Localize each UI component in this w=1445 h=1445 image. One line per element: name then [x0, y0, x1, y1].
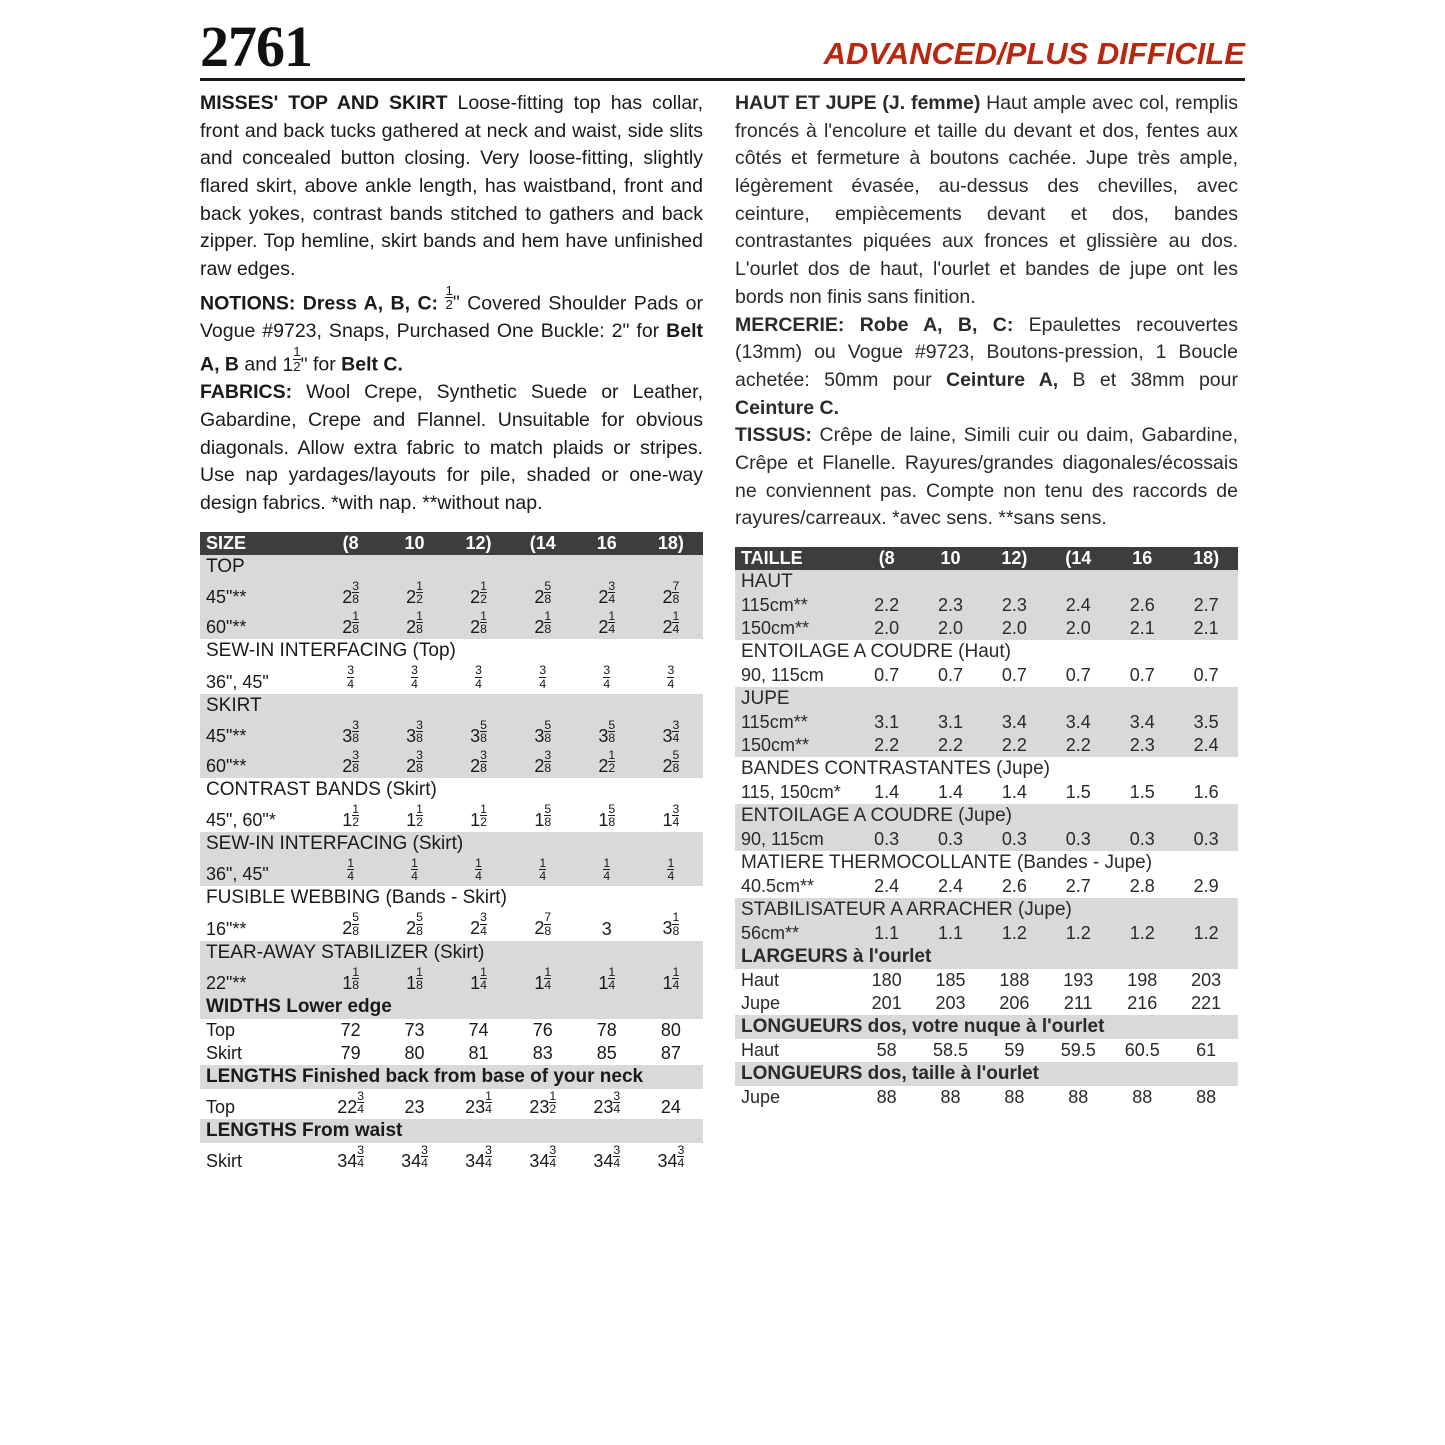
table-cell: 3.1: [919, 711, 983, 734]
table-cell: 1.2: [1174, 922, 1238, 945]
table-cell: $\frac{1}{4}$: [511, 856, 575, 886]
table-cell: 0.3: [1174, 828, 1238, 851]
table-cell: 74: [468, 1019, 489, 1040]
table-cell: 3.1: [855, 711, 919, 734]
table-section-label: HAUT: [735, 570, 1238, 594]
table-header-cell: 16: [1110, 547, 1174, 570]
table-cell: 2 $\frac{5}{8}$: [639, 748, 703, 778]
table-cell: 1.5: [1129, 782, 1155, 802]
table-cell: 1 $\frac{5}{8}$: [534, 802, 552, 831]
lengths-back-title-row: [735, 1015, 1238, 1039]
table-cell: 83: [532, 1042, 553, 1063]
table-cell: $\frac{3}{4}$: [539, 663, 547, 691]
french-fabrics-body: Crêpe de laine, Simili cuir ou daim, Gabardine, Crêpe et Flanelle. Rayures/grandes diagonales/écossais ne conviennent pas. Compte non tenu des raccords de rayures/carreaux. *avec sens. **sans sens.: [735, 424, 1238, 530]
table-cell: 34 $\frac{3}{4}$: [657, 1143, 685, 1172]
table-cell: 2.1: [1110, 617, 1174, 640]
table-cell: 2 $\frac{5}{8}$: [511, 579, 575, 609]
table-cell: 59.5: [1060, 1040, 1096, 1060]
table-cell: 0.7: [938, 665, 964, 685]
table-cell: 198: [1127, 970, 1158, 990]
french-fabrics-label: TISSUS:: [735, 424, 812, 447]
table-row: [200, 718, 703, 748]
table-row: [200, 856, 703, 886]
table-cell: 61: [1196, 1040, 1217, 1060]
widths-title-row: [735, 945, 1238, 969]
table-row-label: Haut: [741, 970, 780, 990]
table-section-row: [735, 570, 1238, 594]
table-row-label: Jupe: [741, 1087, 781, 1107]
table-cell: 34 $\frac{3}{4}$: [401, 1143, 428, 1172]
table-cell: 3 $\frac{5}{8}$: [446, 718, 510, 748]
table-row-label: 36", 45": [200, 856, 319, 886]
table-cell: $\frac{3}{4}$: [667, 663, 675, 691]
table-row: [200, 802, 703, 832]
table-cell: 1.1: [855, 922, 919, 945]
table-cell: 2.4: [1046, 594, 1110, 617]
table-header-cell: TAILLE: [735, 547, 855, 570]
table-row-label: 45"**: [200, 579, 319, 609]
table-cell: 3: [601, 918, 612, 939]
table-cell: 1.6: [1193, 782, 1219, 802]
difficulty-label: ADVANCED/PLUS DIFFICILE: [823, 36, 1245, 71]
table-row-label: 22"**: [200, 965, 319, 995]
table-cell: 3.4: [1110, 711, 1174, 734]
table-cell: 1.4: [938, 782, 964, 802]
table-cell: 0.7: [1001, 665, 1027, 685]
table-cell: 23 $\frac{1}{2}$: [529, 1088, 557, 1118]
table-cell: 0.7: [1193, 665, 1219, 685]
table-row: [200, 1143, 703, 1173]
table-row: [200, 1089, 703, 1119]
table-row-label: Haut: [741, 1040, 780, 1060]
table-header-cell: 18): [1174, 547, 1238, 570]
table-cell: 88: [1196, 1087, 1217, 1107]
table-cell: 2 $\frac{3}{4}$: [470, 910, 487, 939]
table-cell: 76: [532, 1019, 553, 1040]
table-cell: 1.4: [874, 782, 900, 802]
table-cell: 1 $\frac{1}{4}$: [511, 965, 575, 995]
french-notions-body: Epaulettes recouvertes (13mm) ou Vogue #9723, Boutons-pression, 1 Boucle achetée: 50mm pour: [735, 313, 1238, 391]
table-cell: 1 $\frac{1}{4}$: [575, 965, 639, 995]
table-cell: 58: [876, 1040, 897, 1060]
table-cell: 2.0: [919, 617, 983, 640]
table-cell: 0.7: [1129, 665, 1155, 685]
table-cell: 1 $\frac{1}{8}$: [383, 965, 447, 995]
table-cell: 2 $\frac{3}{8}$: [319, 579, 383, 609]
table-cell: 2.2: [919, 734, 983, 757]
table-row: [735, 992, 1238, 1015]
table-cell: 1.2: [1110, 922, 1174, 945]
english-notions-label: NOTIONS: Dress A, B, C:: [200, 292, 439, 315]
table-cell: 2 $\frac{1}{8}$: [446, 609, 510, 639]
table-row-label: 60"**: [200, 609, 319, 639]
table-cell: 1.4: [1001, 782, 1027, 802]
table-cell: 2 $\frac{3}{8}$: [446, 748, 510, 778]
table-row-label: 150cm**: [735, 734, 855, 757]
table-row: [200, 748, 703, 778]
table-cell: 85: [596, 1042, 617, 1063]
table-cell: 80: [660, 1019, 681, 1040]
table-cell: 23: [404, 1097, 425, 1118]
english-description-title: MISSES' TOP AND SKIRT: [200, 92, 448, 114]
table-row: [735, 664, 1238, 687]
table-cell: 1 $\frac{1}{2}$: [470, 802, 487, 831]
table-row-label: 36", 45": [206, 671, 269, 692]
english-notions-body: Covered Shoulder Pads or Vogue #9723, Snaps, Purchased One Buckle: 2" for: [200, 292, 704, 342]
table-cell: 2.7: [1174, 594, 1238, 617]
table-section-row: [735, 804, 1238, 828]
lengths-waist-title-row: [200, 1119, 703, 1143]
table-row: [200, 609, 703, 639]
english-belt-ab: Belt A, B: [200, 319, 703, 376]
table-cell: 2.6: [1110, 594, 1174, 617]
lengths-waist-title: LONGUEURS dos, taille à l'ourlet: [735, 1062, 1238, 1086]
table-section-row: [200, 832, 703, 856]
table-cell: 201: [871, 993, 902, 1013]
table-cell: 2.2: [855, 594, 919, 617]
table-cell: 23 $\frac{3}{4}$: [593, 1088, 621, 1118]
table-cell: 3 $\frac{5}{8}$: [575, 718, 639, 748]
table-row-label: Top: [206, 1019, 236, 1040]
lengths-back-title-row: [200, 1065, 703, 1089]
table-cell: 2.6: [1001, 876, 1027, 896]
table-cell: $\frac{1}{4}$: [575, 856, 639, 886]
table-cell: 78: [596, 1019, 617, 1040]
english-belt-c: Belt C.: [341, 353, 403, 376]
table-cell: 221: [1191, 993, 1222, 1013]
content-columns: [200, 81, 1245, 1173]
table-cell: 3.5: [1174, 711, 1238, 734]
english-notions-and: and: [239, 353, 283, 376]
table-cell: 34 $\frac{3}{4}$: [593, 1143, 621, 1172]
table-cell: 2.0: [1046, 617, 1110, 640]
table-cell: 203: [1191, 970, 1222, 990]
table-section-label: SEW-IN INTERFACING (Skirt): [200, 832, 703, 856]
table-cell: 2.0: [855, 617, 919, 640]
table-row-label: 16"**: [206, 918, 247, 939]
table-cell: 185: [935, 970, 966, 990]
table-cell: 3 $\frac{3}{8}$: [383, 718, 447, 748]
table-section-label: SKIRT: [200, 694, 703, 718]
table-row: [735, 781, 1238, 804]
table-row-label: 56cm**: [735, 922, 855, 945]
table-section-row: [200, 639, 703, 663]
table-cell: 2 $\frac{1}{2}$: [575, 748, 639, 778]
table-cell: 2.7: [1065, 876, 1091, 896]
table-section-row: [735, 898, 1238, 922]
table-cell: 2.4: [938, 876, 964, 896]
table-cell: 1.2: [983, 922, 1047, 945]
french-notions-body-2: B et 38mm pour: [1072, 368, 1238, 391]
table-cell: 3 $\frac{3}{4}$: [639, 718, 703, 748]
table-cell: 2.2: [1046, 734, 1110, 757]
table-cell: 1 $\frac{3}{4}$: [662, 802, 680, 831]
table-row-label: 90, 115cm: [735, 828, 855, 851]
french-ceinture-c: Ceinture C.: [735, 396, 840, 419]
table-cell: 88: [876, 1087, 897, 1107]
table-cell: 1 $\frac{1}{4}$: [639, 965, 703, 995]
table-cell: 2 $\frac{3}{8}$: [383, 748, 447, 778]
table-section-label: MATIERE THERMOCOLLANTE (Bandes - Jupe): [741, 852, 1153, 873]
table-row-label: Skirt: [206, 1042, 242, 1063]
table-cell: 2 $\frac{1}{4}$: [575, 609, 639, 639]
table-section-row: [200, 886, 703, 910]
table-cell: $\frac{3}{4}$: [411, 663, 418, 691]
table-section-label: TEAR-AWAY STABILIZER (Skirt): [200, 941, 703, 965]
table-cell: 2 $\frac{3}{8}$: [511, 748, 575, 778]
table-cell: 22 $\frac{3}{4}$: [337, 1088, 365, 1118]
table-cell: 23 $\frac{1}{4}$: [465, 1088, 492, 1118]
lengths-waist-title: LENGTHS From waist: [200, 1119, 703, 1143]
table-row: [735, 734, 1238, 757]
table-header-cell: SIZE: [200, 532, 319, 555]
table-header-cell: 10: [383, 532, 447, 555]
pattern-number: 2761: [200, 14, 312, 79]
table-header-cell: 12): [983, 547, 1047, 570]
table-cell: 1 $\frac{1}{8}$: [319, 965, 383, 995]
table-cell: 60.5: [1124, 1040, 1160, 1060]
english-fabrics-body: Wool Crepe, Synthetic Suede or Leather, Gabardine, Crepe and Flannel. Unsuitable for obvious diagonals. Allow extra fabric to match plaids or stripes. Use nap yardages/layouts for pile, shaded or one-way design fabrics. *with nap. **without nap.: [200, 381, 703, 515]
lengths-back-title: LONGUEURS dos, votre nuque à l'ourlet: [735, 1015, 1238, 1039]
table-cell: 2 $\frac{1}{8}$: [511, 609, 575, 639]
table-cell: 72: [340, 1019, 361, 1040]
table-section-row: [200, 778, 703, 802]
table-row: [735, 617, 1238, 640]
table-cell: 87: [660, 1042, 681, 1063]
table-header-cell: (14: [511, 532, 575, 555]
table-header-cell: 10: [919, 547, 983, 570]
table-cell: 34 $\frac{3}{4}$: [465, 1143, 492, 1172]
table-cell: 59: [1004, 1040, 1025, 1060]
table-cell: 0.3: [855, 828, 919, 851]
table-section-label: ENTOILAGE A COUDRE (Jupe): [735, 804, 1238, 828]
table-cell: 2 $\frac{7}{8}$: [639, 579, 703, 609]
table-row: [735, 922, 1238, 945]
table-cell: 180: [871, 970, 902, 990]
widths-title: LARGEURS à l'ourlet: [735, 945, 1238, 969]
table-cell: 1.2: [1046, 922, 1110, 945]
table-cell: 1.1: [919, 922, 983, 945]
yardage-table-french-grid: [735, 547, 1238, 1109]
table-cell: 3 $\frac{3}{8}$: [319, 718, 383, 748]
lengths-back-title: LENGTHS Finished back from base of your neck: [200, 1065, 703, 1089]
table-section-label: FUSIBLE WEBBING (Bands - Skirt): [206, 887, 507, 909]
table-cell: 188: [999, 970, 1030, 990]
table-cell: 2.4: [1174, 734, 1238, 757]
table-cell: 1 $\frac{1}{4}$: [446, 965, 510, 995]
table-row: [735, 711, 1238, 734]
table-cell: 0.3: [983, 828, 1047, 851]
table-cell: 2 $\frac{3}{8}$: [319, 748, 383, 778]
table-section-label: JUPE: [735, 687, 1238, 711]
table-section-label: BANDES CONTRASTANTES (Jupe): [741, 758, 1050, 779]
header: [200, 14, 1245, 81]
table-row: [200, 579, 703, 609]
table-cell: 2.4: [874, 876, 900, 896]
table-row-label: Top: [206, 1097, 236, 1118]
english-description: MISSES' TOP AND SKIRT Loose-fitting top has collar, front and back tucks gathered at neck and waist, side slits and concealed button closing. Very loose-fitting, slightly flared skirt, above ankle length, has waistband, front and back yokes, contrast bands stitched to gathers and back zipper. Top hemline, skirt bands and hem have unfinished raw edges. NOTIONS: Dress A, B, C: $\frac{1}{2}$ " Covered Shoulder Pads or Vogue #9723, Snaps, Purchased One Buckle: 2" for Belt A, B and 1 $\frac{1}{2}$ " for Belt C. FABRICS: Wool Crepe, Synthetic Suede or Leather, Gabardine, Crepe and Flannel. Unsuitable for obvious diagonals. Allow extra fabric to match plaids or stripes. Use nap yardages/layouts for pile, shaded or one-way design fabrics. *with nap. **without nap.: [200, 92, 704, 515]
table-cell: 34 $\frac{3}{4}$: [529, 1143, 557, 1172]
english-fabrics-label: FABRICS:: [200, 381, 293, 404]
table-cell: 2 $\frac{1}{8}$: [319, 609, 383, 639]
table-row-label: Skirt: [206, 1151, 242, 1172]
table-cell: 88: [940, 1087, 961, 1107]
table-cell: 2 $\frac{5}{8}$: [342, 910, 360, 939]
table-cell: 2 $\frac{7}{8}$: [534, 910, 552, 939]
table-cell: $\frac{3}{4}$: [475, 663, 482, 691]
table-cell: 2.2: [855, 734, 919, 757]
table-section-row: [200, 555, 703, 579]
table-cell: 1 $\frac{1}{2}$: [342, 802, 360, 831]
table-header-row: [735, 547, 1238, 570]
table-cell: $\frac{3}{4}$: [603, 663, 611, 691]
french-description: [735, 90, 1238, 533]
french-notions-label: MERCERIE: Robe A, B, C:: [735, 313, 1014, 336]
column-french: [719, 81, 1238, 1173]
table-cell: 24: [660, 1097, 681, 1118]
table-section-row: [735, 757, 1238, 781]
table-cell: 88: [1132, 1087, 1153, 1107]
table-row: [200, 965, 703, 995]
table-header-cell: 16: [575, 532, 639, 555]
table-cell: 206: [999, 993, 1030, 1013]
table-cell: 2.2: [983, 734, 1047, 757]
table-row: [200, 1042, 703, 1065]
table-cell: 1.5: [1065, 782, 1091, 802]
table-cell: 58.5: [933, 1040, 969, 1060]
yardage-table-english-grid: [200, 532, 703, 1174]
table-cell: 0.7: [1065, 665, 1091, 685]
table-cell: 2.3: [1110, 734, 1174, 757]
table-row-label: 90, 115cm: [741, 665, 824, 685]
table-row-label: Jupe: [741, 993, 781, 1013]
table-section-label: TOP: [200, 555, 703, 579]
table-section-label: STABILISATEUR A ARRACHER (Jupe): [735, 898, 1238, 922]
table-row: [735, 969, 1238, 992]
table-cell: 2.9: [1193, 876, 1219, 896]
table-row: [735, 1039, 1238, 1062]
table-cell: 1 $\frac{5}{8}$: [598, 802, 616, 831]
table-row-label: 115cm**: [735, 594, 855, 617]
table-row-label: 40.5cm**: [741, 876, 815, 896]
widths-title-row: [200, 995, 703, 1019]
table-cell: 211: [1063, 993, 1093, 1013]
yardage-table-french: [735, 547, 1238, 1109]
table-cell: $\frac{3}{4}$: [347, 663, 355, 691]
table-row-label: 45"**: [200, 718, 319, 748]
table-cell: 2 $\frac{1}{2}$: [383, 579, 447, 609]
table-section-row: [200, 941, 703, 965]
table-cell: 2 $\frac{3}{4}$: [575, 579, 639, 609]
table-section-label: CONTRAST BANDS (Skirt): [206, 779, 437, 801]
table-row-label: 60"**: [200, 748, 319, 778]
french-ceinture-a: Ceinture A,: [946, 368, 1059, 391]
table-row-label: 150cm**: [735, 617, 855, 640]
table-cell: 2 $\frac{1}{2}$: [446, 579, 510, 609]
table-row: [735, 1086, 1238, 1109]
table-section-label: ENTOILAGE A COUDRE (Haut): [741, 641, 1011, 662]
table-header-cell: (8: [319, 532, 383, 555]
table-row-label: 45", 60"*: [206, 810, 276, 831]
table-cell: $\frac{1}{4}$: [639, 856, 703, 886]
table-row: [200, 910, 703, 940]
table-cell: 2.8: [1129, 876, 1155, 896]
table-cell: 216: [1127, 993, 1158, 1013]
table-cell: 88: [1004, 1087, 1025, 1107]
table-cell: 3.4: [1046, 711, 1110, 734]
table-header-cell: (8: [855, 547, 919, 570]
table-row: [200, 663, 703, 693]
table-section-row: [200, 694, 703, 718]
table-cell: 2.0: [983, 617, 1047, 640]
table-cell: 81: [468, 1042, 489, 1063]
table-cell: 0.3: [1110, 828, 1174, 851]
english-notions-for: for: [307, 353, 342, 376]
table-cell: 2.1: [1174, 617, 1238, 640]
table-cell: 3 $\frac{5}{8}$: [511, 718, 575, 748]
table-cell: 2 $\frac{1}{4}$: [639, 609, 703, 639]
yardage-table-english: [200, 532, 703, 1174]
table-row: [735, 875, 1238, 898]
lengths-waist-title-row: [735, 1062, 1238, 1086]
french-description-title: HAUT ET JUPE (J. femme): [735, 92, 981, 114]
table-header-cell: 18): [639, 532, 703, 555]
table-cell: 2 $\frac{1}{8}$: [383, 609, 447, 639]
french-description-body: Haut ample avec col, remplis froncés à l'encolure et taille du devant et dos, fentes aux côtés et fermeture à boutons cachée. Jupe très ample, légèrement évasée, au-dessus des chevilles, avec ceinture, empiècements devant et dos, bandes contrastantes piquées aux fronces et glissière au dos. L'ourlet dos de haut, l'ourlet et bandes de jupe ont les bords non finis sans finition.: [735, 92, 1238, 308]
table-cell: 34 $\frac{3}{4}$: [337, 1143, 365, 1172]
table-row-label: 115cm**: [735, 711, 855, 734]
table-cell: 3 $\frac{1}{8}$: [662, 910, 680, 939]
table-cell: 80: [404, 1042, 425, 1063]
table-cell: 2.3: [983, 594, 1047, 617]
table-row: [735, 594, 1238, 617]
table-cell: 193: [1063, 970, 1094, 990]
table-cell: 0.3: [919, 828, 983, 851]
table-cell: 0.3: [1046, 828, 1110, 851]
table-cell: $\frac{1}{4}$: [383, 856, 447, 886]
table-row: [735, 828, 1238, 851]
table-row-label: 115, 150cm*: [741, 782, 841, 802]
table-cell: 73: [404, 1019, 425, 1040]
english-description-body: Loose-fitting top has collar, front and back tucks gathered at neck and waist, side slits and concealed button closing. Very loose-fitting, slightly flared skirt, above ankle length, has waistband, front and back yokes, contrast bands stitched to gathers and back zipper. Top hemline, skirt bands and hem have unfinished raw edges.: [200, 92, 704, 281]
table-cell: $\frac{1}{4}$: [319, 856, 383, 886]
table-cell: $\frac{1}{4}$: [446, 856, 510, 886]
table-header-cell: 12): [446, 532, 510, 555]
table-section-row: [735, 851, 1238, 875]
widths-title: WIDTHS Lower edge: [200, 995, 703, 1019]
table-cell: 2 $\frac{5}{8}$: [406, 910, 423, 939]
table-header-row: [200, 532, 703, 555]
table-cell: 3.4: [983, 711, 1047, 734]
table-cell: 88: [1068, 1087, 1089, 1107]
table-cell: 203: [935, 993, 966, 1013]
table-cell: 0.7: [874, 665, 900, 685]
table-cell: 1 $\frac{1}{2}$: [406, 802, 423, 831]
table-header-cell: (14: [1046, 547, 1110, 570]
table-section-label: SEW-IN INTERFACING (Top): [206, 640, 456, 662]
table-cell: 2.3: [919, 594, 983, 617]
table-section-row: [735, 687, 1238, 711]
table-section-row: [735, 640, 1238, 664]
table-cell: 79: [340, 1042, 361, 1063]
column-english: [200, 81, 719, 1173]
table-row: [200, 1019, 703, 1042]
